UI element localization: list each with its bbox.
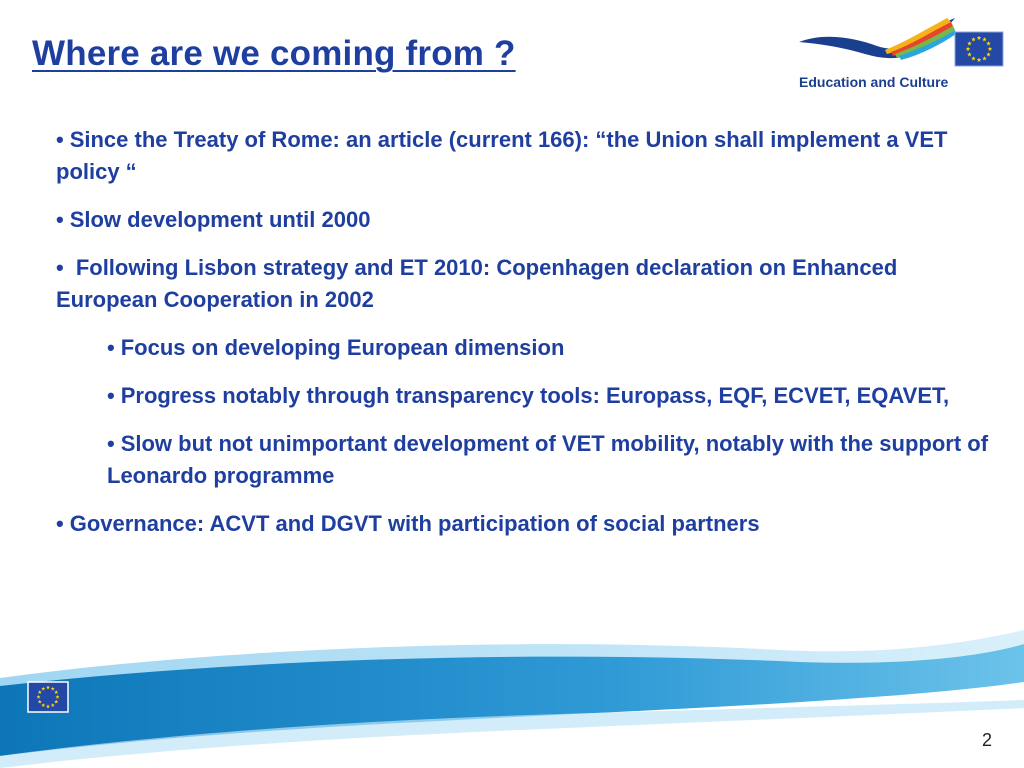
sub-bullet-european-dimension: [107, 332, 996, 364]
bullet-symbol: •: [56, 127, 64, 152]
bullet-symbol: •: [56, 511, 64, 536]
bullet-text: Focus on developing European dimension: [120, 335, 565, 360]
footer-wave-band: [0, 630, 1024, 768]
bullet-symbol: •: [107, 431, 115, 456]
bird-swoosh-icon: [795, 12, 1005, 74]
bullet-text: Following Lisbon strategy and ET 2010: Copenhagen declaration on Enhanced European Cooperation in 2002: [56, 255, 898, 312]
bullet-list: [56, 124, 996, 556]
bullet-governance: [56, 508, 996, 540]
bullet-text: Governance: ACVT and DGVT with participation of social partners: [69, 511, 760, 536]
bullet-symbol: •: [56, 255, 64, 280]
bullet-treaty-rome: [56, 124, 996, 188]
slide-title: Where are we coming from ?: [32, 34, 516, 73]
logo-text: Education and Culture: [799, 74, 949, 90]
bullet-symbol: •: [107, 335, 115, 360]
education-culture-logo: [795, 12, 1005, 98]
bullet-text: Slow but not unimportant development of VET mobility, notably with the support of Leonardo programme: [107, 431, 989, 488]
sub-bullet-transparency-tools: [107, 380, 996, 412]
page-number: 2: [982, 730, 993, 750]
bullet-lisbon-strategy: [56, 252, 996, 316]
bullet-text: Slow development until 2000: [69, 207, 371, 232]
bullet-symbol: •: [107, 383, 115, 408]
bullet-text: Progress notably through transparency tools: Europass, EQF, ECVET, EQAVET,: [120, 383, 950, 408]
bullet-symbol: •: [56, 207, 64, 232]
bullet-slow-development: [56, 204, 996, 236]
sub-bullet-vet-mobility: [107, 428, 996, 492]
bullet-text: Since the Treaty of Rome: an article (current 166): “the Union shall implement a VET policy “: [56, 127, 948, 184]
